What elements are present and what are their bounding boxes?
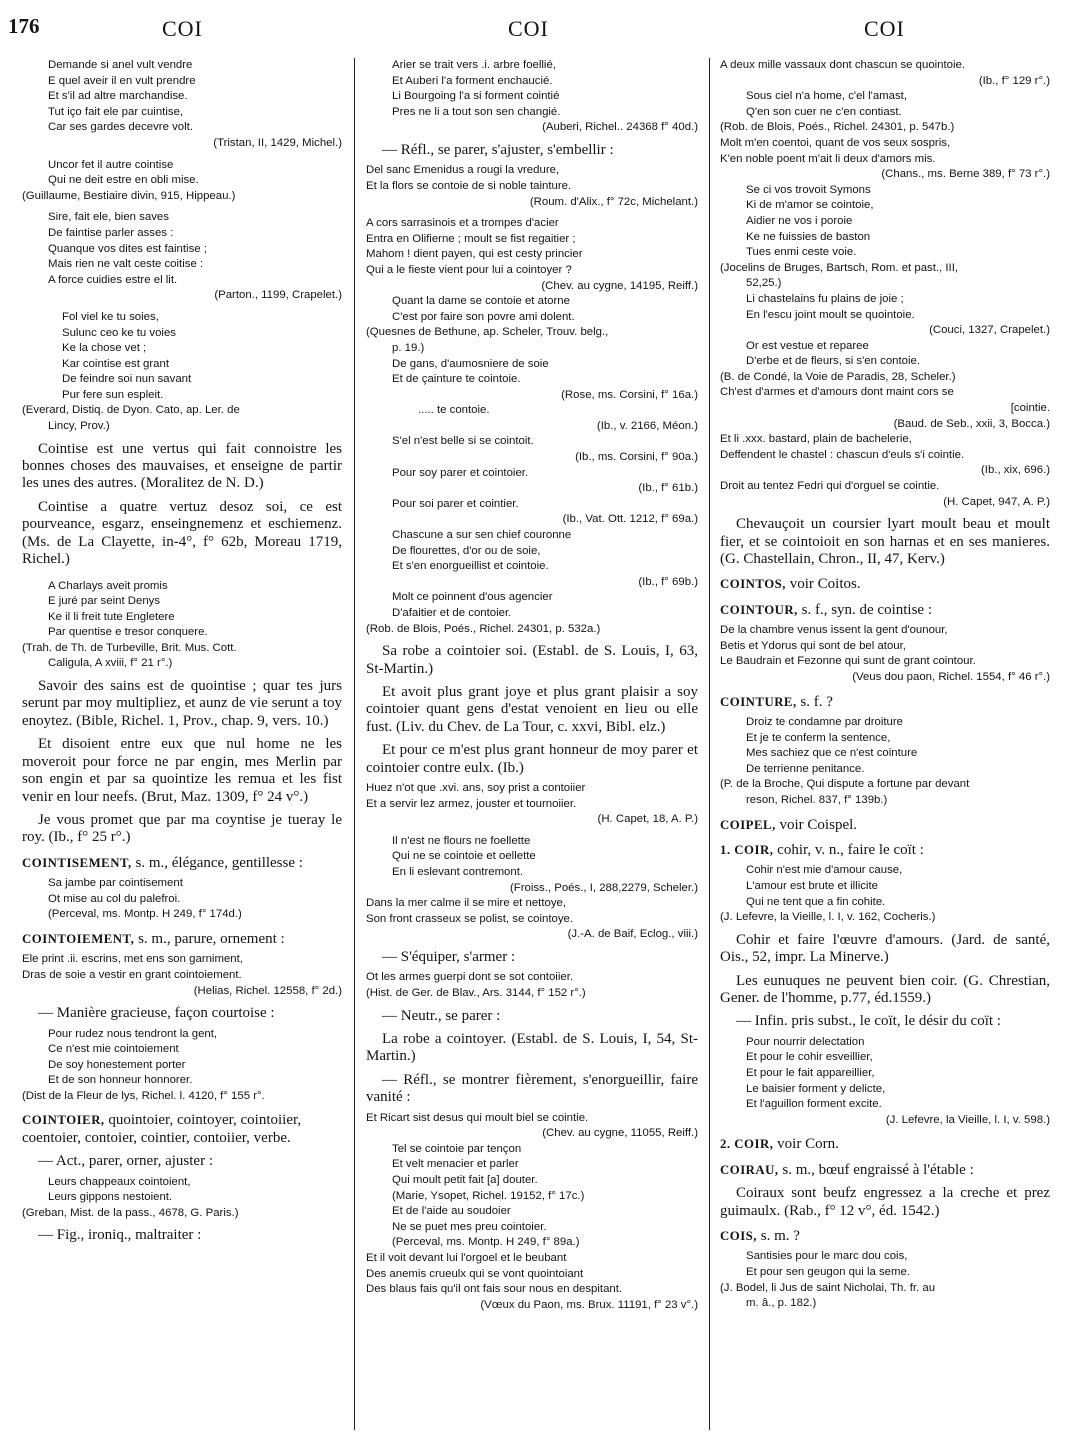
quotation-line: Pour soy parer et cointoier. (392, 466, 529, 479)
running-headword-center: COI (508, 16, 549, 41)
quotation-line: Li Bourgoing l'a si forment cointié (392, 90, 560, 103)
quotation-block (366, 216, 698, 294)
quotation-line: Car ses gardes decevre volt. (48, 121, 193, 134)
quotation-line: Et de çainture te cointoie. (392, 373, 521, 386)
citation-line: (Veus dou paon, Richel. 1554, f° 46 r°.) (852, 671, 1050, 684)
quotation-block (366, 834, 698, 896)
quotation-line: D'afaitier et de contoier. (392, 607, 512, 619)
quotation-line: A cors sarrasinois et a trompes d'acier (366, 217, 559, 230)
quotation-line: Arier se trait vers .i. arbre foellié, (392, 59, 556, 71)
quotation-block (22, 58, 342, 152)
entry-heading (720, 817, 1050, 834)
entry-heading (720, 1136, 1050, 1153)
citation-line: (Ib., f° 61b.) (638, 482, 698, 495)
quotation-block (366, 970, 698, 1001)
headword: COINTOIER, (22, 1113, 105, 1128)
quotation-line: Tues enmi ceste voie. (746, 246, 857, 259)
quotation-line: Et l'aguillon forment excite. (746, 1098, 882, 1111)
quotation-block (366, 1111, 698, 1142)
quotation-line: Betis et Ydorus qui sont de bel atour, (720, 639, 906, 652)
quotation-block (720, 339, 1050, 386)
prose-paragraph: — Fig., ironiq., maltraiter : (38, 1227, 202, 1244)
citation-line: (Ib., f° 129 r°.) (978, 74, 1050, 87)
quotation-line: (Perceval, ms. Montp. H 249, f° 89a.) (392, 1236, 580, 1249)
prose-paragraph: — S'équiper, s'armer : (382, 948, 516, 965)
headword: 2. COIR, (720, 1137, 774, 1152)
quotation-line: Fol viel ke tu soies, (62, 310, 159, 323)
quotation-line: Ele print .ii. escrins, met ens son garniment, (22, 953, 243, 966)
quotation-line: p. 19.) (392, 341, 425, 354)
citation-line: (Chev. au cygne, 14195, Reiff.) (541, 279, 698, 292)
quotation-line: (Everard, Distiq. de Dyon. Cato, ap. Ler. de (22, 404, 240, 417)
citation-line: (Ib., v. 2166, Méon.) (596, 419, 698, 432)
dictionary-column-1 (22, 58, 342, 1430)
citation-line: (H. Capet, 947, A. P.) (943, 495, 1050, 508)
headword: COINTOS, (720, 577, 786, 592)
quotation-line: Santisies pour le marc dou cois, (746, 1250, 908, 1263)
quotation-line: Dras de soie a vestir en grant cointoiement. (22, 968, 242, 981)
quotation-line: Li chastelains fu plains de joie ; (746, 292, 904, 305)
prose-paragraph: Cointise est une vertus qui fait connoistre les bonnes choses des mauvaises, et enseigne de partir les unes des autres. (Moralitez de N. D.) (22, 440, 342, 492)
quotation-block (720, 479, 1050, 510)
headword: COINTISEMENT, (22, 855, 132, 870)
quotation-block (22, 876, 342, 923)
quotation-line: Son front crasseux se polist, se cointoye. (366, 912, 574, 925)
entry-heading (720, 694, 1050, 711)
prose-paragraph: Je vous promet que par ma coyntise je tueray le roy. (Ib., f° 25 r°.) (22, 811, 342, 846)
quotation-line: K'en noble poent m'ait li deux d'amors mis. (720, 152, 936, 165)
prose-paragraph: — Infin. pris subst., le coït, le désir du coït : (736, 1013, 1001, 1030)
quotation-block (366, 434, 698, 528)
quotation-line: Et s'en enorgueillist et cointoie. (392, 560, 549, 573)
quotation-line: (Jocelins de Bruges, Bartsch, Rom. et past., III, (720, 261, 959, 274)
prose-paragraph: Sa robe a cointoier soi. (Establ. de S. Louis, I, 63, St-Martin.) (366, 643, 698, 677)
headword: COINTOIEMENT, (22, 931, 135, 946)
quotation-line: (Rob. de Blois, Poés., Richel. 24301, p. 532a.) (366, 622, 601, 635)
quotation-line: Pur fere sun espleit. (62, 388, 164, 401)
definition: s. m., bœuf engraissé à l'étable : (778, 1161, 974, 1178)
quotation-line: Et Auberi l'a forment enchaucié. (392, 74, 553, 87)
quotation-block (720, 1035, 1050, 1129)
prose-paragraph: La robe a cointoyer. (Establ. de S. Louis, I, 54, St-Martin.) (366, 1030, 698, 1065)
citation-line: (Rose, ms. Corsini, f° 16a.) (561, 388, 698, 401)
quotation-line: Pour rudez nous tendront la gent, (48, 1027, 218, 1040)
quotation-line: Molt m'en coentoi, quant de vos seux sospris, (720, 136, 951, 149)
definition: cohir, v. n., faire le coït : (773, 842, 924, 858)
citation-line: (Baud. de Seb., xxii, 3, Bocca.) (893, 417, 1050, 430)
citation-line: (Tristan, II, 1429, Michel.) (213, 136, 342, 149)
quotation-line: Ne se puet mes preu cointoier. (392, 1220, 547, 1233)
quotation-block (366, 58, 698, 136)
citation-line: (Roum. d'Alix., f° 72c, Michelant.) (529, 195, 698, 208)
quotation-block (22, 158, 342, 205)
quotation-block (720, 89, 1050, 136)
quotation-line: Et de l'aide au soudoier (392, 1205, 511, 1218)
quotation-line: (B. de Condé, la Voie de Paradis, 28, Scheler.) (720, 370, 956, 383)
quotation-line: Uncor fet il autre cointise (48, 158, 174, 171)
quotation-line: Et Ricart sist desus qui moult biel se cointie. (366, 1111, 589, 1124)
quotation-line: ..... te contoie. (418, 404, 490, 417)
prose-paragraph: — Neutr., se parer : (382, 1007, 501, 1024)
quotation-line: (Rob. de Blois, Poés., Richel. 24301, p. 547b.) (720, 121, 955, 134)
quotation-line: Ot mise au col du palefroi. (48, 892, 181, 905)
quotation-block (720, 432, 1050, 479)
quotation-line: Kar cointise est grant (62, 357, 169, 370)
quotation-line: Or est vestue et reparee (746, 339, 869, 352)
quotation-line: Qui ne tent que a fin cohite. (746, 895, 886, 908)
quotation-line: A deux mille vassaux dont chascun se quointoie. (720, 59, 966, 71)
quotation-line: Mahom ! dient payen, qui est cesty princier (366, 248, 583, 261)
quotation-line: De faintise parler asses : (48, 226, 174, 239)
quotation-line: Quanque vos dites est faintise ; (48, 242, 207, 255)
quotation-line: D'erbe et de fleurs, si s'en contoie. (746, 355, 921, 368)
page-header (0, 6, 1078, 46)
definition: s. f., syn. de cointise : (797, 601, 933, 618)
entry-heading (720, 1228, 1050, 1245)
headword: 1. COIR, (720, 843, 774, 857)
quotation-line: (J. Lefevre, la Vieille, l. I, v. 162, Cocheris.) (720, 911, 936, 924)
quotation-line: Qui moult petit fait [a] douter. (392, 1173, 538, 1186)
quotation-line: Leurs gippons nestoient. (48, 1191, 173, 1204)
quotation-line: Ke il li freit tute Engletere (48, 610, 175, 623)
entry-heading (22, 855, 342, 872)
definition: voir Coispel. (775, 816, 858, 833)
quotation-line: Et pour sen geugon qui la seme. (746, 1266, 911, 1278)
quotation-line: C'est por faire son povre ami dolent. (392, 310, 575, 323)
citation-line: (Ib., ms. Corsini, f° 90a.) (575, 451, 698, 464)
quotation-block (366, 590, 698, 637)
quotation-block (366, 1204, 698, 1251)
headword: COINTURE, (720, 694, 797, 709)
quotation-block (366, 357, 698, 435)
quotation-block (720, 863, 1050, 925)
definition: quointoier, cointoyer, cointoiier, coentoier, contoier, cointier, contoiier, verbe. (22, 1112, 302, 1146)
quotation-line: A Charlays aveit promis (48, 579, 168, 592)
entry-heading (22, 1112, 342, 1147)
dictionary-column-3 (720, 58, 1050, 1430)
quotation-line: Sa jambe par cointisement (48, 877, 183, 890)
quotation-block (366, 781, 698, 828)
citation-line: (Vœux du Paon, ms. Brux. 11191, f° 23 v°.) (480, 1298, 698, 1311)
quotation-line: Leurs chappeaux cointoient, (48, 1175, 191, 1188)
prose-paragraph: Les eunuques ne peuvent bien coir. (G. Chrestian, Gener. de l'homme, p.77, éd.1559.) (720, 972, 1050, 1006)
quotation-line: De terrienne penitance. (746, 762, 865, 775)
quotation-line: Qui ne deit estre en obli mise. (48, 174, 199, 187)
citation-line: (Ib., Vat. Ott. 1212, f° 69a.) (562, 513, 698, 526)
quotation-line: De feindre soi nun savant (62, 373, 192, 386)
quotation-line: Deffendent le chastel : chascun d'euls s'i cointie. (720, 448, 965, 461)
column-divider (709, 58, 710, 1430)
quotation-line: E quel aveir il en vult prendre (48, 74, 196, 87)
quotation-line: E juré par seint Denys (48, 595, 161, 608)
quotation-line: Et la flors se contoie de si noble tainture. (366, 179, 572, 192)
quotation-line: Ki de m'amor se cointoie, (746, 199, 874, 212)
citation-line: [cointie. (1010, 402, 1050, 415)
quotation-line: (Guillaume, Bestiaire divin, 915, Hippeau.) (22, 189, 236, 202)
headword: COIRAU, (720, 1162, 779, 1177)
prose-paragraph: Cohir et faire l'œuvre d'amours. (Jard. de santé, Ois., 52, impr. La Minerve.) (720, 931, 1050, 966)
quotation-line: (J. Bodel, li Jus de saint Nicholai, Th. fr. au (720, 1281, 936, 1294)
quotation-line: Caligula, A xviii, f° 21 r°.) (48, 657, 173, 670)
quotation-line: Qui a le fieste vient pour lui a cointoyer ? (366, 263, 572, 276)
quotation-line: Se ci vos trovoit Symons (746, 183, 871, 196)
entry-heading (720, 1162, 1050, 1179)
quotation-line: Ke ne fuissies de baston (746, 230, 871, 243)
quotation-line: Quant la dame se contoie et atorne (392, 295, 570, 308)
quotation-line: De soy honestement porter (48, 1058, 186, 1071)
quotation-block (366, 896, 698, 943)
headword: COIPEL, (720, 817, 776, 832)
quotation-block (720, 623, 1050, 685)
prose-paragraph: — Manière gracieuse, façon courtoise : (38, 1005, 275, 1022)
quotation-block (366, 1251, 698, 1313)
quotation-line: L'amour est brute et illicite (746, 880, 878, 892)
page-number: 176 (8, 14, 40, 38)
citation-line: (H. Capet, 18, A. P.) (597, 813, 698, 826)
citation-line: (Parton., 1199, Crapelet.) (214, 289, 342, 302)
prose-paragraph: Et pour ce m'est plus grant honneur de moy parer et cointoier contre eulx. (Ib.) (366, 742, 698, 776)
quotation-line: Del sanc Emenidus a rougi la vredure, (366, 164, 560, 177)
quotation-line: Et s'il ad altre marchandise. (48, 90, 188, 103)
running-headword-right: COI (864, 16, 905, 41)
quotation-line: Pour soi parer et cointier. (392, 497, 519, 510)
dictionary-column-2 (366, 58, 698, 1430)
quotation-line: (Greban, Mist. de la pass., 4678, G. Paris.) (22, 1206, 239, 1219)
quotation-block (22, 1027, 342, 1105)
quotation-line: Tel se cointoie par tençon (392, 1142, 522, 1155)
quotation-line: Et je te conferm la sentence, (746, 731, 891, 744)
prose-paragraph: — Réfl., se parer, s'ajuster, s'embellir : (382, 141, 614, 158)
quotation-line: (Dist de la Fleur de lys, Richel. l. 4120, f° 155 r°. (22, 1089, 265, 1102)
citation-line: (J. Lefevre, la Vieille, l. I, v. 598.) (885, 1113, 1050, 1126)
citation-line: (J.-A. de Baif, Eclog., viii.) (567, 928, 698, 941)
quotation-line: (Perceval, ms. Montp. H 249, f° 174d.) (48, 908, 242, 921)
quotation-block (366, 163, 698, 210)
citation-line: (Chans., ms. Berne 389, f° 73 r°.) (881, 168, 1050, 181)
quotation-line: m. â., p. 182.) (746, 1297, 817, 1310)
quotation-line: Tut iço fait ele par cuintise, (48, 105, 184, 118)
quotation-line: Des anemis crueulx qui se vont quointoiant (366, 1267, 584, 1280)
definition: voir Coitos. (786, 576, 861, 593)
quotation-line: Il n'est ne flours ne foellette (392, 834, 531, 847)
quotation-line: De flourettes, d'or ou de soie, (392, 544, 541, 557)
quotation-block (366, 528, 698, 590)
quotation-line: Des blaus fais qu'il ont fais sour nous en despitant. (366, 1283, 623, 1296)
quotation-line: (Marie, Ysopet, Richel. 19152, f° 17c.) (392, 1189, 585, 1202)
quotation-line: Ch'est d'armes et d'amours dont maint cors se (720, 386, 954, 399)
quotation-line: Ot les armes guerpi dont se sot contoiier. (366, 971, 574, 984)
quotation-line: En l'escu joint moult se quointoie. (746, 308, 915, 321)
quotation-line: Dans la mer calme il se mire et nettoye, (366, 897, 567, 910)
quotation-line: (Quesnes de Bethune, ap. Scheler, Trouv. belg., (366, 326, 609, 339)
quotation-block (366, 294, 698, 356)
quotation-line: Ke la chose vet ; (62, 342, 147, 355)
definition: s. m., élégance, gentillesse : (131, 854, 303, 871)
quotation-block (720, 58, 1050, 89)
definition: s. m., parure, ornement : (134, 930, 285, 947)
quotation-line: Par quentise e tresor conquere. (48, 626, 208, 639)
quotation-line: Le Baudrain et Fezonne qui sunt de grant cointour. (720, 655, 976, 668)
quotation-block (720, 385, 1050, 432)
quotation-line: Sous ciel n'a home, c'el l'amast, (746, 90, 908, 103)
quotation-line: Chascune a sur sen chief couronne (392, 529, 572, 542)
quotation-block (720, 292, 1050, 339)
citation-line: (Auberi, Richel.. 24368 f° 40d.) (542, 121, 698, 134)
quotation-line: Q'en son cuer ne c'en contiast. (746, 105, 902, 118)
quotation-line: Mais rien ne valt ceste coitise : (48, 258, 204, 271)
quotation-line: Et pour le cohir esveillier, (746, 1051, 873, 1064)
prose-paragraph: Chevauçoit un coursier lyart moult beau et moult fier, et se cointoioit en son harnas et en ses manieres. (G. Chastellain, Chron., II, 47, Kerv.) (720, 516, 1050, 568)
quotation-block (22, 1175, 342, 1222)
entry-heading (720, 602, 1050, 619)
quotation-line: Lincy, Prov.) (48, 420, 110, 433)
quotation-block (720, 715, 1050, 809)
quotation-block (22, 210, 342, 304)
quotation-line: 52,25.) (746, 277, 782, 290)
quotation-line: Droiz te condamne par droiture (746, 716, 904, 729)
quotation-line: Cohir n'est mie d'amour cause, (746, 864, 903, 877)
quotation-line: En li eslevant contremont. (392, 866, 524, 878)
quotation-line: (Hist. de Ger. de Blav., Ars. 3144, f° 152 r°.) (366, 986, 586, 999)
quotation-line: Droit au tentez Fedri qui d'orguel se cointie. (720, 480, 940, 493)
headword: COIS, (720, 1229, 757, 1243)
quotation-line: S'el n'est belle si se cointoit. (392, 435, 534, 448)
quotation-block (720, 1249, 1050, 1311)
quotation-block (720, 183, 1050, 292)
citation-line: (Couci, 1327, Crapelet.) (929, 324, 1050, 337)
quotation-line: Pres ne li a tout son sen changié. (392, 105, 561, 118)
prose-paragraph: — Réfl., se montrer fièrement, s'enorgueillir, faire vanité : (366, 1071, 698, 1106)
quotation-line: Et pour le fait appareillier, (746, 1067, 875, 1079)
quotation-line: Entra en Olifierne ; moult se fist regaitier ; (366, 232, 576, 245)
quotation-line: Sire, fait ele, bien saves (48, 211, 169, 224)
quotation-block (720, 136, 1050, 183)
quotation-line: Demande si anel vult vendre (48, 59, 193, 71)
quotation-line: Et il voit devant lui l'orgoel et le beubant (366, 1251, 567, 1264)
quotation-line: Et a servir lez armez, jouster et tournoiier. (366, 797, 577, 810)
prose-paragraph: Cointise a quatre vertuz desoz soi, ce est pourveance, esgarz, enseingnemenz et eschiemenz. (Ms. de La Clayette, in-4°, f° 62b, Moreau 1719, Richel.) (22, 498, 342, 568)
prose-paragraph: Et disoient entre eux que nul home ne les moveroit pour force ne par engin, mes Merlin par son engin et par sa quointize les remua et les fist venir en lour neefs. (Brut, Maz. 1309, f° 24 v°.) (22, 736, 342, 805)
definition: voir Corn. (773, 1136, 839, 1153)
quotation-line: Ce n'est mie cointoiement (48, 1043, 179, 1056)
quotation-line: reson, Richel. 837, f° 139b.) (746, 794, 888, 806)
prose-paragraph: — Act., parer, orner, ajuster : (38, 1153, 213, 1170)
citation-line: (Ib., xix, 696.) (980, 464, 1050, 477)
citation-line: (Chev. au cygne, 11055, Reiff.) (542, 1127, 698, 1140)
entry-heading (22, 931, 342, 948)
quotation-line: Molt ce poinnent d'ous agencier (392, 591, 553, 604)
quotation-line: Qui ne se cointoie et oellette (392, 850, 536, 863)
quotation-block (366, 1142, 698, 1204)
quotation-line: Huez n'ot que .xvi. ans, soy prist a contoiier (366, 782, 586, 795)
quotation-block (22, 310, 342, 435)
quotation-line: Sulunc ceo ke tu voies (62, 326, 176, 339)
headword: COINTOUR, (720, 602, 798, 617)
quotation-line: De gans, d'aumosniere de soie (392, 357, 549, 370)
quotation-block (22, 579, 342, 673)
quotation-line: Et li .xxx. bastard, plain de bachelerie, (720, 433, 912, 446)
definition: s. m. ? (757, 1228, 800, 1244)
quotation-line: Le baisier forment y delicte, (746, 1082, 886, 1095)
running-headword-left: COI (162, 16, 203, 41)
quotation-line: De la chambre venus issent la gent d'ounour, (720, 624, 948, 637)
quotation-line: (P. de la Broche, Qui dispute a fortune par devant (720, 778, 970, 791)
quotation-line: Aidier ne vos i poroie (746, 214, 853, 227)
prose-paragraph: Et avoit plus grant joye et plus grant plaisir a soy cointoier quant gens d'estat venoient en lieu ou elle fust. (Liv. du Chev. de La Tour, c. xxvi, Bibl. elz.) (366, 684, 698, 735)
quotation-block (22, 952, 342, 999)
citation-line: (Ib., f° 69b.) (638, 575, 698, 588)
quotation-line: Et de son honneur honnorer. (48, 1074, 193, 1087)
entry-heading (720, 842, 1050, 859)
citation-line: (Helias, Richel. 12558, f° 2d.) (193, 984, 342, 997)
column-divider (354, 58, 355, 1430)
quotation-line: Et velt menacier et parler (392, 1158, 519, 1171)
citation-line: (Froiss., Poés., I, 288,2279, Scheler.) (509, 881, 698, 894)
quotation-line: Pour nourrir delectation (746, 1035, 865, 1048)
prose-paragraph: Coiraux sont beufz engressez a la creche et prez guimaulx. (Rab., f° 12 v°, éd. 1542.) (720, 1185, 1050, 1219)
entry-heading (720, 576, 1050, 593)
quotation-line: Mes sachiez que ce n'est cointure (746, 747, 918, 760)
quotation-line: (Trah. de Th. de Turbeville, Brit. Mus. Cott. (22, 641, 237, 654)
prose-paragraph: Savoir des sains est de quointise ; quar tes jurs serunt par moy multipliez, et aunz de vie serunt a toy enoytez. (Bible, Richel. 1, Prov., chap. 9, vers. 10.) (22, 678, 342, 729)
quotation-line: A force cuidies estre el lit. (48, 273, 178, 286)
definition: s. f. ? (796, 693, 833, 710)
